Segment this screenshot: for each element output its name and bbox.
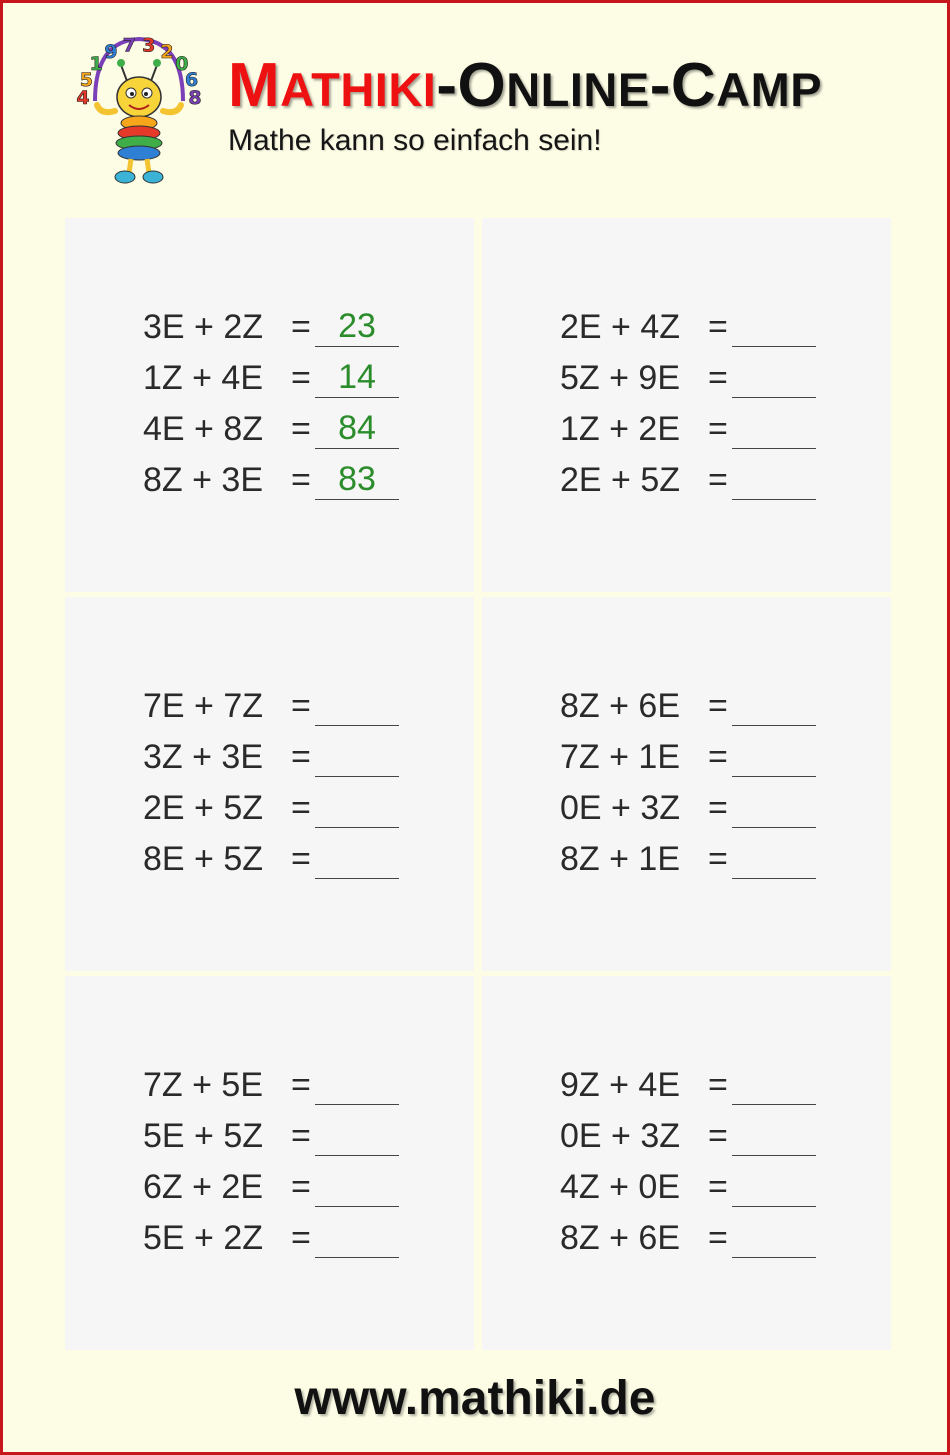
exercise-expression: 9Z + 4E [560,1066,681,1104]
answer-blank[interactable] [732,783,816,828]
exercise-expression: 3E + 2Z [143,308,264,346]
answer-blank[interactable] [315,1111,399,1156]
equals-sign: = [291,1117,311,1155]
exercise-row [143,455,376,506]
exercise-list [143,1060,315,1264]
answer-blank[interactable] [315,783,399,828]
exercise-box [65,218,474,592]
exercise-expression: 8Z + 6E [560,1219,681,1257]
exercise-grid [65,218,891,1350]
mathiki-mascot-logo-icon [65,23,213,191]
answer-blank[interactable] [732,1111,816,1156]
exercise-expression: 2E + 4Z [560,308,681,346]
exercise-row [560,732,732,783]
exercise-row [560,302,732,353]
equals-sign: = [708,1168,728,1206]
exercise-expression: 5E + 5Z [143,1117,264,1155]
answer-blank[interactable] [315,834,399,879]
logo-digit: 4 [76,87,90,109]
equals-sign: = [291,738,311,776]
exercise-expression: 0E + 3Z [560,789,681,827]
exercise-box [482,976,891,1350]
exercise-row [143,681,315,732]
answer-blank[interactable]: 23 [315,302,399,347]
equals-sign: = [708,461,728,499]
exercise-expression: 5Z + 9E [560,359,681,397]
exercise-list [143,302,376,506]
equals-sign: = [291,1066,311,1104]
site-brand-title [228,51,822,125]
brand-dash-2: - [649,51,671,120]
equals-sign: = [291,840,311,878]
exercise-expression: 4E + 8Z [143,410,264,448]
exercise-row [143,783,315,834]
exercise-expression: 0E + 3Z [560,1117,681,1155]
exercise-expression: 8E + 5Z [143,840,264,878]
exercise-box [65,976,474,1350]
exercise-expression: 8Z + 3E [143,461,264,499]
equals-sign: = [708,738,728,776]
answer-blank[interactable] [315,732,399,777]
exercise-expression: 2E + 5Z [143,789,264,827]
brand-rest-nline: NLINE [506,63,650,116]
exercise-expression: 1Z + 2E [560,410,681,448]
exercise-row [143,1111,315,1162]
brand-initial-o: O [457,51,507,120]
logo-digit: 7 [122,34,136,57]
exercise-row [143,302,376,353]
equals-sign: = [291,1219,311,1257]
tagline: Mathe kann so einfach sein! [228,124,602,157]
answer-blank[interactable] [732,404,816,449]
exercise-list [143,681,315,885]
exercise-expression: 8Z + 6E [560,687,681,725]
equals-sign: = [291,410,311,448]
equals-sign: = [291,359,311,397]
equals-sign: = [291,1168,311,1206]
answer-blank[interactable] [315,1060,399,1105]
exercise-row [143,353,376,404]
answer-blank[interactable]: 84 [315,404,399,449]
exercise-row [560,1213,732,1264]
equals-sign: = [708,687,728,725]
answer-blank[interactable] [732,1213,816,1258]
answer-blank[interactable] [732,1162,816,1207]
exercise-row [560,834,732,885]
answer-blank[interactable] [732,834,816,879]
logo-digit: 3 [142,34,156,57]
footer-website-url: www.mathiki.de [294,1372,656,1425]
exercise-row [143,834,315,885]
equals-sign: = [708,1117,728,1155]
exercise-expression: 5E + 2Z [143,1219,264,1257]
equals-sign: = [291,687,311,725]
mascot-svg [65,23,213,191]
exercise-expression: 1Z + 4E [143,359,264,397]
equals-sign: = [708,840,728,878]
exercise-row [143,732,315,783]
exercise-row [143,1213,315,1264]
exercise-list [560,302,732,506]
exercise-row [560,404,732,455]
exercise-row [560,1111,732,1162]
exercise-list [560,681,732,885]
exercise-box [482,218,891,592]
logo-digit: 9 [104,40,118,63]
answer-blank[interactable]: 83 [315,455,399,500]
exercise-row [560,353,732,404]
answer-blank[interactable] [732,732,816,777]
equals-sign: = [708,410,728,448]
exercise-row [560,1162,732,1213]
exercise-expression: 8Z + 1E [560,840,681,878]
answer-blank[interactable] [315,1162,399,1207]
answer-blank[interactable]: 14 [315,353,399,398]
brand-initial-m: M [228,51,281,120]
equals-sign: = [291,461,311,499]
exercise-expression: 7Z + 5E [143,1066,264,1104]
exercise-box [482,597,891,971]
equals-sign: = [708,789,728,827]
equals-sign: = [291,308,311,346]
logo-digit: 6 [184,68,199,91]
brand-initial-c: C [670,51,717,120]
exercise-row [560,681,732,732]
brand-rest-amp: AMP [716,63,823,116]
answer-blank[interactable] [315,1213,399,1258]
answer-blank[interactable] [732,302,816,347]
logo-digit: 2 [160,40,174,63]
exercise-box [65,597,474,971]
answer-blank[interactable] [732,1060,816,1105]
answer-blank[interactable] [732,455,816,500]
exercise-expression: 2E + 5Z [560,461,681,499]
brand-dash-1: - [436,51,458,120]
exercise-expression: 3Z + 3E [143,738,264,776]
exercise-expression: 7E + 7Z [143,687,264,725]
exercise-expression: 7Z + 1E [560,738,681,776]
answer-blank[interactable] [732,681,816,726]
logo-digit: 0 [175,52,189,75]
exercise-row [143,404,376,455]
exercise-row [560,783,732,834]
exercise-row [560,455,732,506]
equals-sign: = [708,1066,728,1104]
logo-digit: 8 [188,87,202,109]
equals-sign: = [708,308,728,346]
exercise-list [560,1060,732,1264]
equals-sign: = [708,359,728,397]
answer-blank[interactable] [732,353,816,398]
exercise-expression: 6Z + 2E [143,1168,264,1206]
logo-digit: 1 [89,52,103,75]
exercise-row [143,1060,315,1111]
exercise-row [560,1060,732,1111]
equals-sign: = [291,789,311,827]
exercise-expression: 4Z + 0E [560,1168,681,1206]
answer-blank[interactable] [315,681,399,726]
logo-digit: 5 [79,68,94,91]
brand-rest-athiki: ATHIKI [280,63,437,116]
equals-sign: = [708,1219,728,1257]
exercise-row [143,1162,315,1213]
